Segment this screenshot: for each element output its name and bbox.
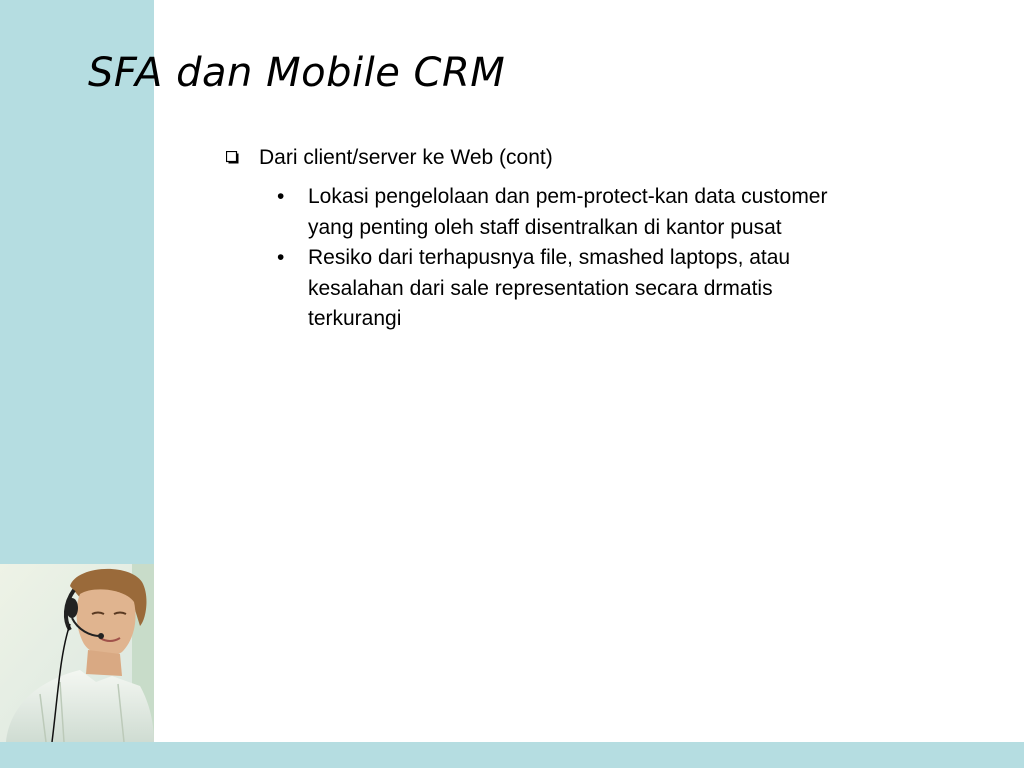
slide-title: SFA dan Mobile CRM	[88, 50, 506, 96]
sub-point-list	[226, 182, 886, 335]
slide-content	[226, 143, 886, 335]
bottom-accent-band	[0, 742, 1024, 768]
main-point	[226, 143, 886, 173]
checkbox-icon	[226, 151, 239, 164]
main-point-text: Dari client/server ke Web (cont)	[259, 146, 553, 169]
woman-with-headset-photo	[0, 564, 154, 742]
bullet-icon: •	[277, 246, 285, 269]
sub-point-text: Lokasi pengelolaan dan pem-protect-kan data customer yang penting oleh staff disentralkan di kantor pusat	[308, 185, 828, 239]
bullet-icon: •	[277, 185, 285, 208]
sub-point-item	[277, 182, 837, 243]
sub-point-item	[277, 243, 837, 335]
sub-point-text: Resiko dari terhapusnya file, smashed laptops, atau kesalahan dari sale representation secara drmatis terkurangi	[308, 246, 791, 330]
